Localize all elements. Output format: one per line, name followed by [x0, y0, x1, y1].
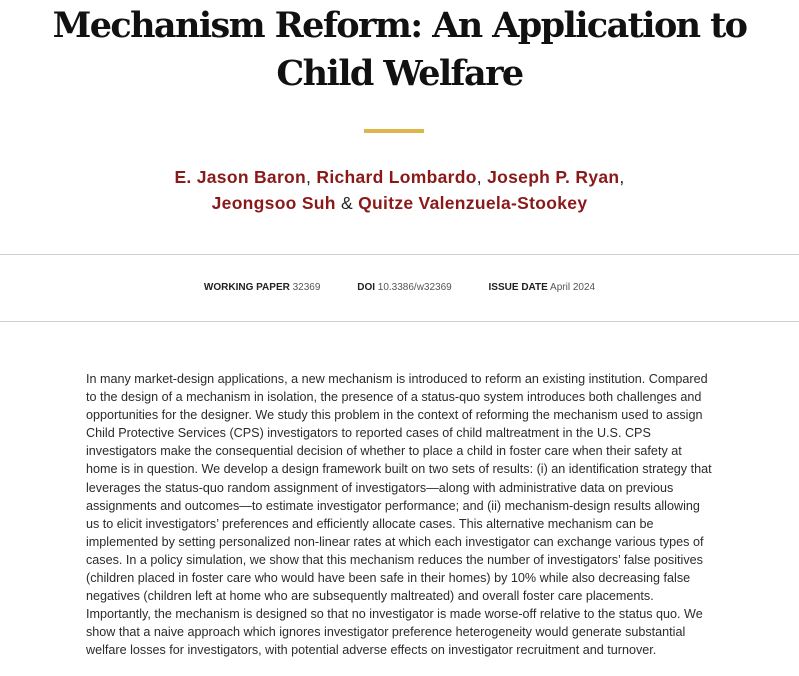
author-separator: , — [476, 167, 482, 187]
author-link-baron[interactable]: E. Jason Baron — [174, 167, 307, 187]
author-link-lombardo[interactable]: Richard Lombardo — [316, 167, 477, 187]
paper-metadata-bar — [0, 254, 799, 322]
author-link-ryan[interactable]: Joseph P. Ryan — [487, 167, 620, 187]
abstract-text: In many market-design applications, a new mechanism is introduced to reform an existing institution. Compared to the design of a mechanism in isolation, the presence of a status-quo system introduces both challenges and opportunities for the designer. We study this problem in the context of reforming the mechanism used to assign Child Protective Services (CPS) investigators to reported cases of child maltreatment in the U.S. CPS investigators make the consequential decision of whether to place a child in foster care when their safety at home is in question. We develop a design framework built on two sets of results: (i) an identification strategy that leverages the status-quo random assignment of investigators—along with administrative data on previous assignments and outcomes—to estimate investigator performance; and (ii) mechanism-design results allowing us to elicit investigators’ preferences and efficiently allocate cases. This alternative mechanism can be implemented by setting personalized non-linear rates at which each investigator can exchange various types of cases. In a policy simulation, we show that this mechanism reduces the number of investigators’ false positives (children placed in foster care who would have been safe in their homes) by 10% while also decreasing false negatives (children left at home who are subsequently maltreated) and overall foster care placements. Importantly, the mechanism is designed so that no investigator is made worse-off relative to the status quo. We show that a naive approach which ignores investigator preference heterogeneity would generate substantial welfare losses for investigators, with potential adverse effects on investigator recruitment and turnover. — [86, 372, 712, 658]
working-paper-number — [204, 281, 321, 295]
title-divider — [364, 129, 424, 133]
author-list — [0, 164, 799, 216]
issue-date-value: April 2024 — [550, 282, 596, 293]
working-paper-label: WORKING PAPER — [203, 282, 290, 293]
author-separator: , — [619, 167, 625, 187]
page-title: Mechanism Reform: An Application to Child Welfare — [52, 5, 747, 94]
doi — [357, 281, 452, 295]
working-paper-value: 32369 — [292, 282, 321, 293]
author-link-suh[interactable]: Jeongsoo Suh — [211, 193, 336, 213]
doi-value[interactable]: 10.3386/w32369 — [377, 282, 452, 293]
author-separator: , — [306, 167, 312, 187]
issue-date-label: ISSUE DATE — [488, 282, 548, 293]
author-link-valenzuela-stookey[interactable]: Quitze Valenzuela-Stookey — [358, 193, 588, 213]
issue-date — [489, 281, 596, 295]
doi-label: DOI — [357, 282, 375, 293]
author-separator: & — [340, 193, 353, 213]
